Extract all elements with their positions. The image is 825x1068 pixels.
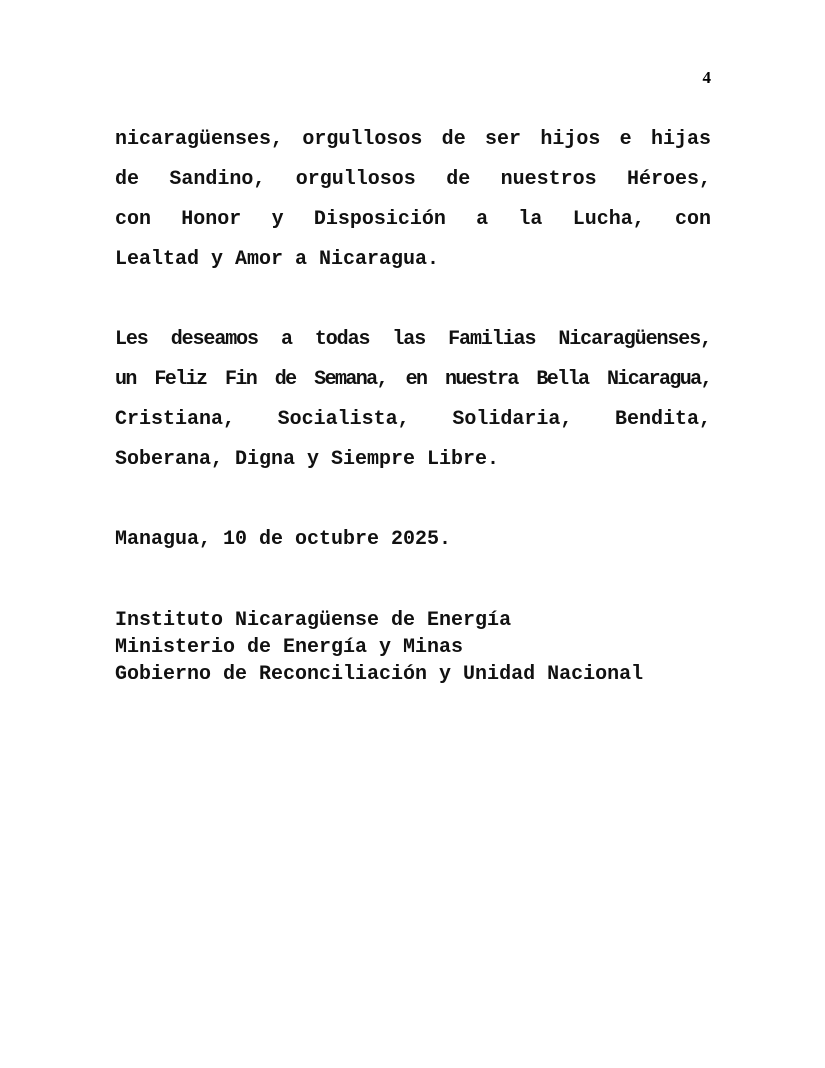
signature-block <box>115 607 643 688</box>
signature-ministry: Ministerio de Energía y Minas <box>115 636 464 659</box>
signature-institute: Instituto Nicaragüense de Energía <box>115 609 512 632</box>
text-line: un Feliz Fin de Semana, en nuestra Bella Nicaragua, <box>115 368 711 391</box>
paragraph-closing-tribute <box>115 120 711 280</box>
text-line: Les deseamos a todas las Familias Nicaragüenses, <box>115 328 711 351</box>
signature-government: Gobierno de Reconciliación y Unidad Nacional <box>115 663 644 686</box>
text-line: nicaragüenses, orgullosos de ser hijos e hijas <box>115 128 711 151</box>
text-line: Cristiana, Socialista, Solidaria, Bendita, <box>115 408 711 431</box>
text-line: con Honor y Disposición a la Lucha, con <box>115 208 711 231</box>
text-line: Lealtad y Amor a Nicaragua. <box>115 248 440 271</box>
date-text: Managua, 10 de octubre 2025. <box>115 528 452 551</box>
date-line <box>115 520 711 560</box>
page-number: 4 <box>702 68 711 87</box>
paragraph-weekend-wishes <box>115 320 711 480</box>
text-line: de Sandino, orgullosos de nuestros Héroes, <box>115 168 711 191</box>
text-line: Soberana, Digna y Siempre Libre. <box>115 448 500 471</box>
